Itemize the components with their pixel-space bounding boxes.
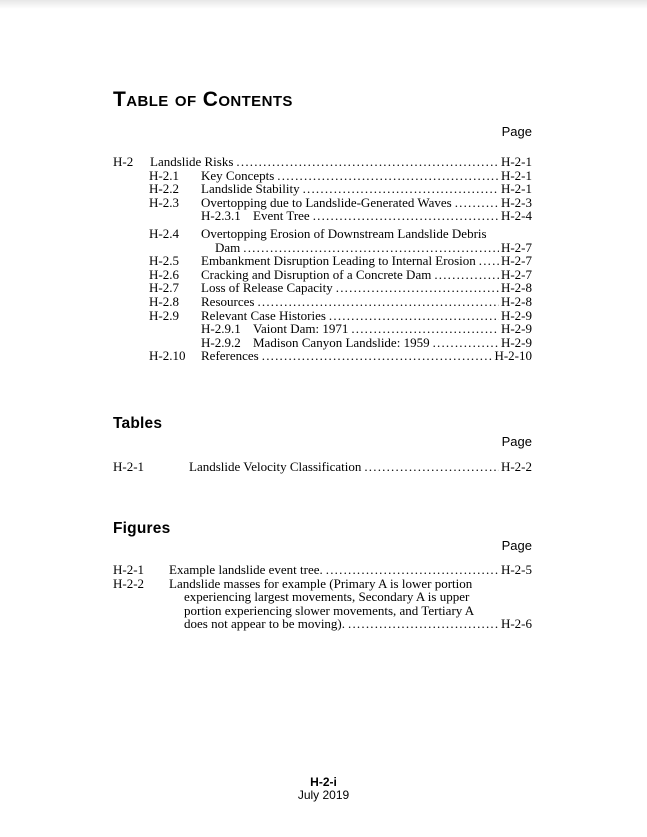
dot-leader [277,169,499,183]
figures-list [113,563,532,631]
dot-leader [348,617,499,631]
toc-entry [113,281,532,295]
dot-leader [434,268,499,282]
toc-entry [113,182,532,196]
entry-title: Event Tree [253,208,310,224]
entry-title: Overtopping Erosion of Downstream Landslide Debris [201,225,487,241]
entry-page: H-2-7 [500,239,532,255]
entry-title: Embankment Disruption Leading to Internal Erosion [201,253,476,269]
toc-list [113,155,532,363]
dot-leader [479,254,499,268]
toc-entry [113,309,532,323]
toc-entry [113,227,532,241]
dot-leader [262,349,493,363]
entry-number: H-2.3 [149,194,179,210]
entry-title: Cracking and Disruption of a Concrete Dam [201,266,432,282]
toc-entry [113,155,532,169]
entry-page: H-2-5 [500,562,532,577]
toc-entry [113,268,532,282]
entry-title: Resources [201,293,255,309]
dot-leader [433,336,499,350]
entry-title: Example landslide event tree. [169,562,323,577]
entry-page: H-2-9 [500,321,532,337]
dot-leader [313,209,499,223]
entry-title: References [201,348,259,364]
entry-title: Landslide Risks [150,154,234,169]
figure-entry-continuation [113,604,532,618]
table-entry [113,460,532,474]
dot-leader [364,460,499,474]
page-footer [0,776,647,801]
entry-page: H-2-9 [500,307,532,323]
toc-entry [113,295,532,309]
entry-number: H-2.7 [149,280,179,296]
figures-heading: Figures [113,519,171,537]
entry-number: H-2.2 [149,181,179,197]
entry-number: H-2-1 [113,459,145,474]
toc-entry [113,209,532,223]
entry-page: H-2-1 [500,167,532,183]
toc-entry [113,322,532,336]
footer-date: July 2019 [297,787,350,802]
entry-title: Vaiont Dam: 1971 [253,321,349,337]
tables-heading: Tables [113,414,163,432]
entry-number: H-2.10 [149,348,186,364]
page-column-label: Page [501,538,532,553]
entry-title: Relevant Case Histories [201,307,326,323]
dot-leader [336,281,499,295]
figure-entry-continuation [113,590,532,604]
entry-title: portion experiencing slower movements, and Tertiary A [184,602,475,618]
entry-title: Landslide masses for example (Primary A is lower portion [169,575,473,591]
toc-entry [113,254,532,268]
tables-list [113,460,532,474]
entry-page: H-2-2 [500,459,532,474]
entry-page: H-2-7 [500,266,532,282]
entry-title: experiencing largest movements, Secondary A is upper [184,589,470,605]
entry-page: H-2-8 [500,293,532,309]
entry-title: Landslide Stability [201,181,300,197]
dot-leader [243,241,499,255]
entry-title: Madison Canyon Landslide: 1959 [253,334,430,350]
toc-entry-continuation [113,241,532,255]
footer-page-number: H-2-i [310,775,337,789]
entry-title: Dam [215,239,241,255]
figure-entry-continuation [113,617,532,631]
dot-leader [329,309,499,323]
entry-page: H-2-1 [500,154,532,169]
figure-entry [113,563,532,577]
entry-page: H-2-8 [500,280,532,296]
dot-leader [303,182,499,196]
entry-number: H-2.9.1 [201,321,241,337]
entry-page: H-2-6 [500,616,532,632]
entry-number: H-2.3.1 [201,208,241,224]
entry-number: H-2.5 [149,253,179,269]
figure-entry [113,577,532,591]
entry-number: H-2.1 [149,167,179,183]
entry-page: H-2-9 [500,334,532,350]
entry-page: H-2-7 [500,253,532,269]
dot-leader [257,295,499,309]
entry-page: H-2-1 [500,181,532,197]
dot-leader [326,563,499,577]
entry-number: H-2.9.2 [201,334,241,350]
entry-title: Loss of Release Capacity [201,280,333,296]
toc-entry [113,196,532,210]
entry-title: does not appear to be moving). [184,616,346,632]
dot-leader [236,155,499,169]
entry-number: H-2.4 [149,225,179,241]
entry-number: H-2-1 [113,562,145,577]
entry-page: H-2-10 [494,348,532,364]
entry-number: H-2 [113,154,134,169]
entry-number: H-2.6 [149,266,179,282]
dot-leader [351,322,499,336]
page-column-label: Page [501,124,532,139]
entry-title: Key Concepts [201,167,275,183]
toc-entry [113,169,532,183]
dot-leader [455,196,499,210]
entry-number: H-2.8 [149,293,179,309]
entry-page: H-2-4 [500,208,532,224]
entry-title: Landslide Velocity Classification [189,459,362,474]
toc-entry [113,349,532,363]
page-top-shadow [0,0,647,9]
toc-entry [113,336,532,350]
entry-number: H-2.9 [149,307,179,323]
entry-title: Overtopping due to Landslide-Generated Waves [201,194,452,210]
entry-page: H-2-3 [500,194,532,210]
page-column-label: Page [501,434,532,449]
entry-number: H-2-2 [113,575,145,591]
page-title: Table of Contents [113,88,293,112]
